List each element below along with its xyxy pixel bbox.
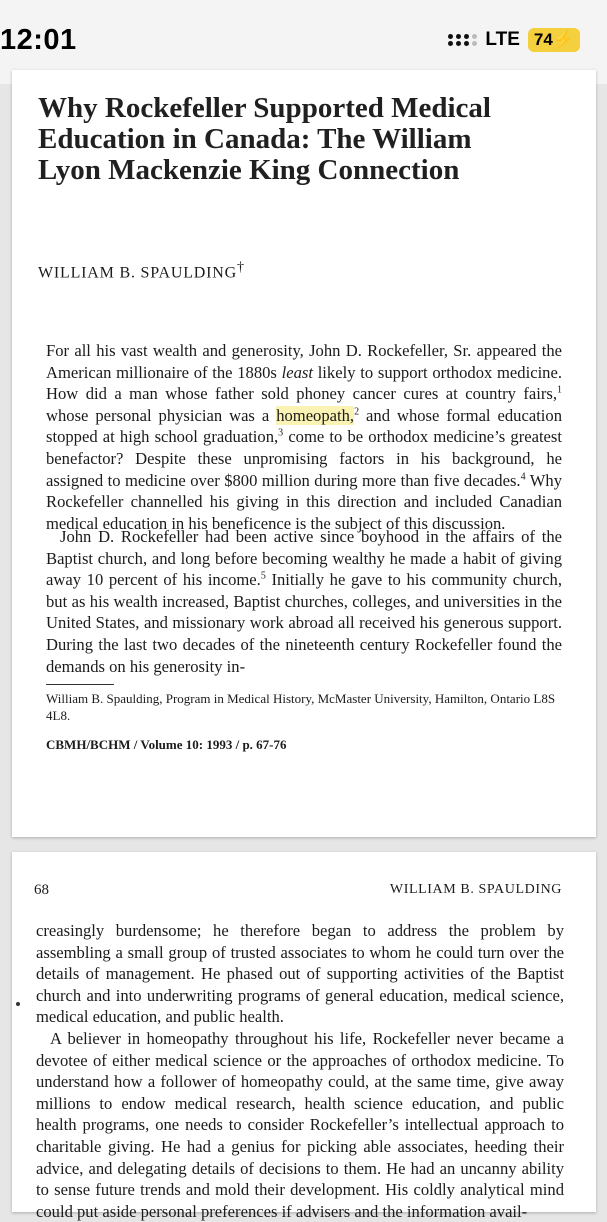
- author-footnote: William B. Spaulding, Program in Medical History, McMaster University, Hamilton, Ontario L8S 4L8.: [46, 691, 556, 723]
- page-number: 68: [34, 882, 49, 898]
- paragraph-3: creasingly burdensome; he therefore began to address the problem by assembling a small group of trusted associates to whom he could turn over the details of management. He phased out of supporting activities of the Baptist church and into underwriting programs of general education, medical science, medical education, and public health.: [36, 921, 564, 1027]
- document-page-1[interactable]: [12, 70, 596, 837]
- paragraph-4: A believer in homeopathy throughout his life, Rockefeller never became a devotee of either medical science or the approaches of orthodox medicine. To understand how a follower of homeopathy could, at the same time, give away millions to endow medical research, health science education, and public health programs, one needs to consider Rockefeller’s intellectual approach to charitable giving. He had a genius for picking able associates, heeding their advice, and delegating details of decisions to them. He had an uncanny ability to sense future trends and mold their development. His coldly analytical mind could put aside personal preferences if advisers and the information avail-: [36, 1028, 564, 1221]
- article-author: [38, 260, 245, 282]
- status-time: 12:01: [0, 24, 77, 56]
- status-icons: [448, 28, 580, 52]
- page-2-text: [36, 920, 564, 1222]
- author-name: WILLIAM B. SPAULDING: [38, 264, 237, 282]
- running-head: WILLIAM B. SPAULDING: [389, 882, 562, 897]
- author-dagger: †: [236, 260, 245, 275]
- document-page-2[interactable]: [12, 852, 596, 1221]
- signal-icon: [448, 34, 477, 46]
- battery-level: 74: [533, 30, 553, 49]
- margin-mark: [16, 1002, 20, 1006]
- battery-icon: 74⚡: [528, 28, 580, 52]
- article-title: Why Rockefeller Supported Medical Education in Canada: The William Lyon Mackenzie King Connection: [38, 92, 491, 186]
- paragraph-2: John D. Rockefeller had been active since boyhood in the affairs of the Baptist church, and long before becoming wealthy he made a habit of giving away 10 percent of his income.$^5$ Initially he gave to his community church, but as his wealth increased, Baptist churches, colleges, and universities in the United States, and missionary work abroad all received his generous support. During the last two decades of the nineteenth century Rockefeller found the demands on his generosity in-: [46, 527, 562, 676]
- footnote-divider: [46, 684, 114, 685]
- highlighted-text[interactable]: homeopath,: [276, 405, 355, 425]
- paragraph-1: For all his vast wealth and generosity, John D. Rockefeller, Sr. appeared the American millionaire of the 1880s least likely to support orthodox medicine. How did a man whose father sold phoney cancer cures at country fairs,$^1$ whose personal physician was a homeopath,$^2$ and whose formal education stopped at high school graduation,$^3$ come to be orthodox medicine’s greatest benefactor? Despite these unpromising factors in his background, he assigned to medicine over $800 million during more than five decades.$^4$ Why Rockefeller channelled his giving in this direction and included Canadian medical education in his beneficence is the subject of this discussion.: [46, 341, 563, 533]
- network-label: LTE: [485, 29, 520, 50]
- journal-citation: CBMH/BCHM / Volume 10: 1993 / p. 67-76: [46, 737, 287, 752]
